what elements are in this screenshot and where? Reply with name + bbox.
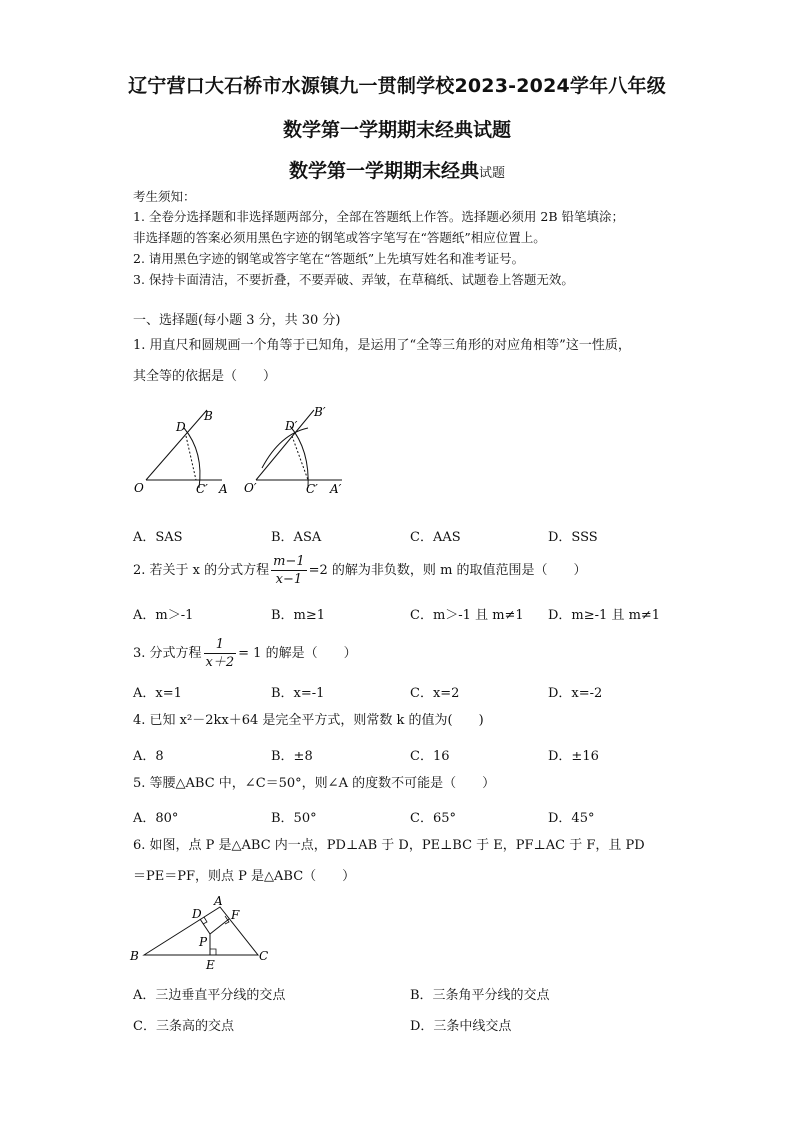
q2-numerator: m−1: [273, 554, 305, 569]
notice-item3: 3. 保持卡面清洁，不要折叠，不要弄破、弄皱，在草稿纸、试题卷上答题无效。: [133, 272, 574, 287]
q1-right-label-b: B′: [314, 405, 326, 419]
q3-numerator: 1: [204, 636, 237, 654]
q2-stem: [133, 553, 587, 589]
q4-option-d[interactable]: D．±16: [548, 749, 599, 764]
notice-item1a: 1. 全卷分选择题和非选择题两部分，全部在答题纸上作答。选择题必须用 2B 铅笔填涂；: [133, 209, 624, 224]
q1-figure: [130, 400, 360, 505]
q5-option-a[interactable]: A．80°: [133, 811, 179, 826]
q6-option-d[interactable]: D．三条中线交点: [410, 1019, 512, 1034]
q6-segment-pf: [210, 919, 229, 934]
title-line3-main: 数学第一学期期末经典: [288, 160, 479, 182]
q1-option-c[interactable]: C．AAS: [410, 530, 461, 545]
q1-left-label-d: D: [176, 420, 186, 434]
q3-suffix: = 1 的解是（ ）: [238, 646, 357, 661]
q2-fraction: [271, 553, 307, 588]
q1-text-a: 1. 用直尺和圆规画一个角等于已知角，是运用了“全等三角形的对应角相等”这一性质，: [133, 338, 631, 353]
q6-option-b[interactable]: B．三条角平分线的交点: [410, 988, 550, 1003]
q6-option-a[interactable]: A．三边垂直平分线的交点: [133, 988, 286, 1003]
q6-figure: [128, 893, 278, 973]
q5-option-d[interactable]: D．45°: [548, 811, 595, 826]
q1-option-d[interactable]: D．SSS: [548, 530, 598, 545]
q6-label-e: E: [206, 958, 215, 972]
q3-stem: [133, 636, 357, 672]
q4-option-c[interactable]: C．16: [410, 749, 450, 764]
q1-left-label-b: B: [204, 409, 213, 423]
q5-option-b[interactable]: B．50°: [271, 811, 317, 826]
q6-right-angle-e: [210, 949, 216, 955]
q1-option-b[interactable]: B．ASA: [271, 530, 322, 545]
q6-text-a: 6. 如图，点 P 是△ABC 内一点，PD⊥AB 于 D，PE⊥BC 于 E，PF⊥AC 于 F，且 PD: [133, 838, 645, 853]
q1-text-b: 其全等的依据是（ ）: [133, 369, 277, 384]
q2-option-d[interactable]: D．m≥-1 且 m≠1: [548, 608, 661, 623]
q6-option-c[interactable]: C．三条高的交点: [133, 1019, 234, 1034]
q1-left-label-a: A: [219, 482, 228, 496]
q2-option-b[interactable]: B．m≥1: [271, 608, 326, 623]
q1-right-label-c: C′: [306, 482, 318, 496]
q4-option-a[interactable]: A．8: [133, 749, 164, 764]
title-line3-small: 试题: [479, 166, 506, 181]
q3-option-b[interactable]: B．x=-1: [271, 686, 325, 701]
q2-option-c[interactable]: C．m＞-1 且 m≠1: [410, 608, 524, 623]
q2-option-a[interactable]: A．m＞-1: [133, 608, 194, 623]
q2-denominator: x−1: [275, 572, 303, 587]
q1-right-small-arc: [262, 428, 308, 468]
q2-prefix: 2. 若关于 x 的分式方程: [133, 563, 270, 578]
q3-option-d[interactable]: D．x=-2: [548, 686, 603, 701]
q6-segment-pd: [200, 919, 210, 934]
q6-label-c: C: [259, 949, 269, 963]
q1-right-label-d: D′: [285, 419, 298, 433]
q3-prefix: 3. 分式方程: [133, 646, 202, 661]
q5-option-c[interactable]: C．65°: [410, 811, 456, 826]
q3-option-c[interactable]: C．x=2: [410, 686, 460, 701]
q1-left-label-c: C′: [196, 482, 208, 496]
q5-text: 5. 等腰△ABC 中，∠C＝50°，则∠A 的度数不可能是（ ）: [133, 776, 496, 791]
notice-item2: 2. 请用黑色字迹的钢笔或答字笔在“答题纸”上先填写姓名和准考证号。: [133, 251, 525, 266]
q6-label-b: B: [130, 949, 139, 963]
section-heading: 一、选择题(每小题 3 分，共 30 分): [133, 313, 341, 328]
q1-right-label-o: O′: [244, 481, 257, 495]
q1-left-label-o: O: [134, 481, 144, 495]
q6-label-a: A: [214, 894, 223, 908]
q6-label-f: F: [231, 908, 240, 922]
q1-right-label-a: A′: [330, 482, 342, 496]
q2-suffix: =2 的解为非负数，则 m 的取值范围是（ ）: [308, 563, 587, 578]
exam-title-line2: 数学第一学期期末经典试题: [282, 119, 511, 141]
q1-left-chord: [186, 436, 196, 480]
q6-text-b: ＝PE＝PF，则点 P 是△ABC（ ）: [133, 869, 356, 884]
q6-label-p: P: [199, 935, 208, 949]
exam-title-line3: [0, 156, 794, 183]
q1-option-a[interactable]: A．SAS: [133, 530, 183, 545]
exam-title-line1: 辽宁营口大石桥市水源镇九一贯制学校2023-2024学年八年级: [128, 75, 666, 97]
q4-option-b[interactable]: B．±8: [271, 749, 313, 764]
q6-label-d: D: [192, 907, 202, 921]
q3-fraction: [204, 636, 237, 671]
q3-option-a[interactable]: A．x=1: [133, 686, 182, 701]
q6-right-angle-d: [203, 917, 207, 924]
q4-text: 4. 已知 x²－2kx＋64 是完全平方式，则常数 k 的值为( ): [133, 713, 484, 728]
notice-item1b: 非选择题的答案必须用黑色字迹的钢笔或答字笔写在“答题纸”相应位置上。: [133, 230, 546, 245]
q3-denominator: x＋2: [205, 655, 235, 670]
notice-heading: 考生须知：: [133, 189, 196, 204]
